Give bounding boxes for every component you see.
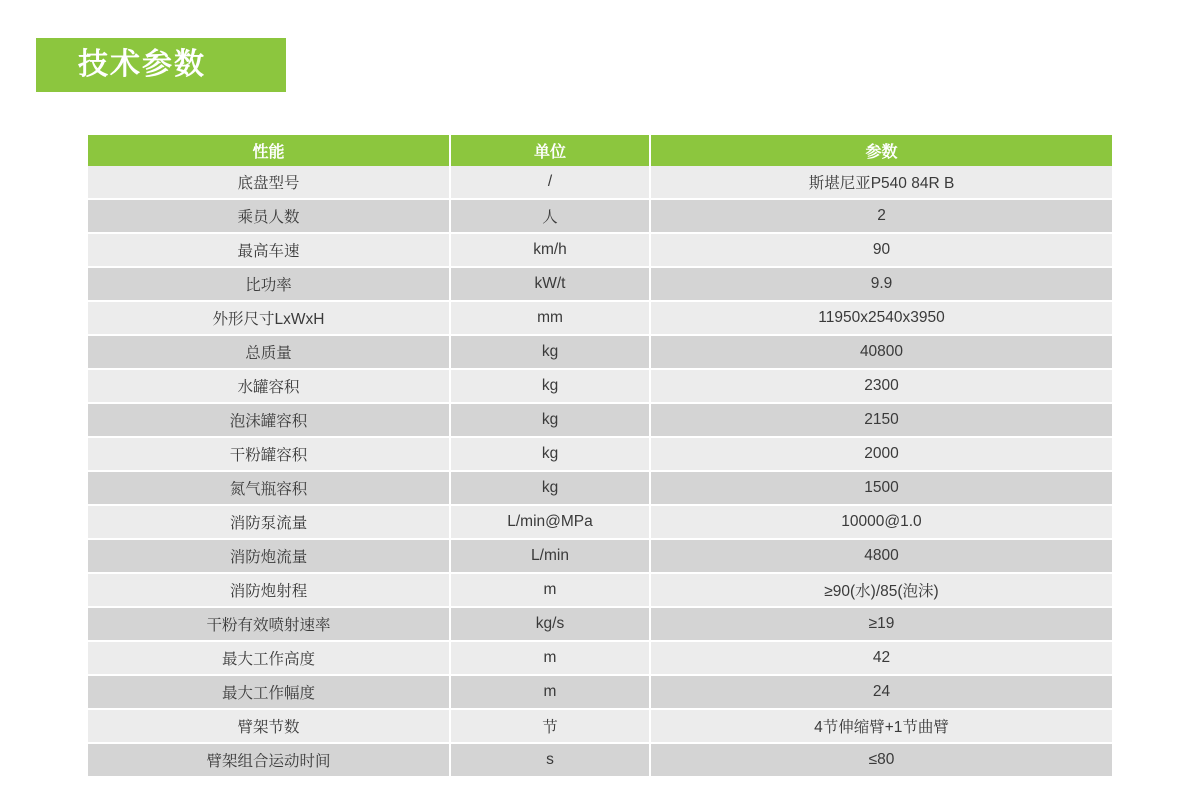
table-row — [88, 233, 1112, 267]
table-body — [88, 166, 1112, 776]
cell-unit: km/h — [450, 233, 650, 267]
table-row — [88, 335, 1112, 369]
cell-performance: 干粉罐容积 — [88, 437, 450, 471]
cell-unit: mm — [450, 301, 650, 335]
cell-unit: m — [450, 573, 650, 607]
cell-performance: 臂架组合运动时间 — [88, 743, 450, 776]
cell-parameter: 24 — [650, 675, 1112, 709]
cell-performance: 乘员人数 — [88, 199, 450, 233]
cell-performance: 泡沫罐容积 — [88, 403, 450, 437]
cell-parameter: 40800 — [650, 335, 1112, 369]
cell-performance: 水罐容积 — [88, 369, 450, 403]
cell-unit: kW/t — [450, 267, 650, 301]
page-title-banner — [36, 38, 286, 92]
table-row — [88, 471, 1112, 505]
cell-unit: L/min@MPa — [450, 505, 650, 539]
table-row — [88, 641, 1112, 675]
table-row — [88, 743, 1112, 776]
column-header-parameter: 参数 — [650, 135, 1112, 166]
cell-performance: 总质量 — [88, 335, 450, 369]
cell-unit: 人 — [450, 199, 650, 233]
cell-performance: 最大工作幅度 — [88, 675, 450, 709]
table-row — [88, 199, 1112, 233]
cell-unit: m — [450, 675, 650, 709]
table-row — [88, 267, 1112, 301]
cell-performance: 消防炮射程 — [88, 573, 450, 607]
cell-unit: L/min — [450, 539, 650, 573]
cell-parameter: 2150 — [650, 403, 1112, 437]
cell-performance: 消防炮流量 — [88, 539, 450, 573]
cell-unit: m — [450, 641, 650, 675]
cell-performance: 氮气瓶容积 — [88, 471, 450, 505]
cell-parameter: 2 — [650, 199, 1112, 233]
table-row — [88, 437, 1112, 471]
table-row — [88, 166, 1112, 199]
cell-unit: kg — [450, 369, 650, 403]
cell-unit: kg — [450, 437, 650, 471]
column-header-unit: 单位 — [450, 135, 650, 166]
cell-parameter: ≥90(水)/85(泡沫) — [650, 573, 1112, 607]
cell-parameter: 90 — [650, 233, 1112, 267]
table-row — [88, 539, 1112, 573]
cell-parameter: 11950x2540x3950 — [650, 301, 1112, 335]
table-header-row — [88, 135, 1112, 166]
cell-parameter: ≥19 — [650, 607, 1112, 641]
table-row — [88, 301, 1112, 335]
cell-performance: 臂架节数 — [88, 709, 450, 743]
cell-unit: kg/s — [450, 607, 650, 641]
cell-parameter: 斯堪尼亚P540 84R B — [650, 166, 1112, 199]
cell-performance: 最大工作高度 — [88, 641, 450, 675]
cell-unit: kg — [450, 403, 650, 437]
table-header — [88, 135, 1112, 166]
cell-parameter: 4节伸缩臂+1节曲臂 — [650, 709, 1112, 743]
cell-performance: 消防泵流量 — [88, 505, 450, 539]
table-row — [88, 573, 1112, 607]
cell-unit: s — [450, 743, 650, 776]
technical-parameters-table — [88, 135, 1112, 776]
cell-performance: 干粉有效喷射速率 — [88, 607, 450, 641]
table-row — [88, 505, 1112, 539]
table-row — [88, 369, 1112, 403]
cell-performance: 最高车速 — [88, 233, 450, 267]
cell-performance: 底盘型号 — [88, 166, 450, 199]
table-row — [88, 403, 1112, 437]
cell-parameter: 2300 — [650, 369, 1112, 403]
column-header-performance: 性能 — [88, 135, 450, 166]
cell-parameter: 4800 — [650, 539, 1112, 573]
table-row — [88, 607, 1112, 641]
cell-parameter: ≤80 — [650, 743, 1112, 776]
cell-parameter: 1500 — [650, 471, 1112, 505]
cell-parameter: 9.9 — [650, 267, 1112, 301]
cell-parameter: 42 — [650, 641, 1112, 675]
table-row — [88, 675, 1112, 709]
cell-parameter: 2000 — [650, 437, 1112, 471]
cell-unit: 节 — [450, 709, 650, 743]
cell-performance: 比功率 — [88, 267, 450, 301]
cell-unit: kg — [450, 471, 650, 505]
cell-parameter: 10000@1.0 — [650, 505, 1112, 539]
cell-unit: kg — [450, 335, 650, 369]
cell-unit: / — [450, 166, 650, 199]
cell-performance: 外形尺寸LxWxH — [88, 301, 450, 335]
table-row — [88, 709, 1112, 743]
page-title: 技术参数 — [78, 48, 206, 81]
